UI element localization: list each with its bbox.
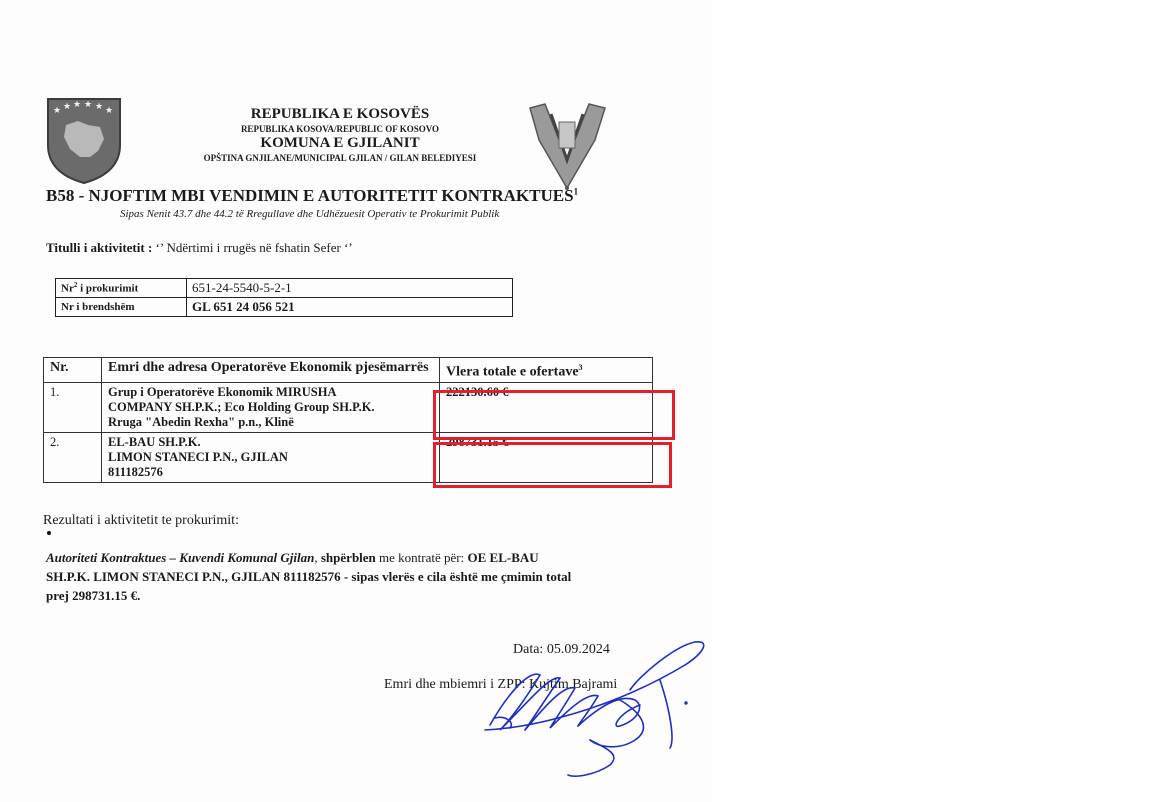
svg-text:★: ★ bbox=[63, 102, 72, 112]
gjilan-municipality-emblem-icon bbox=[525, 100, 610, 195]
activity-value: ‘’ Ndërtimi i rrugës në fshatin Sefer ‘’ bbox=[155, 240, 353, 255]
offer-value: 298731.15 € bbox=[440, 432, 653, 482]
signature-icon bbox=[470, 630, 715, 785]
label-rest: i prokurimit bbox=[77, 282, 139, 295]
svg-text:★: ★ bbox=[105, 106, 114, 116]
result-label: Rezultati i aktivitetit te prokurimit: bbox=[43, 513, 239, 528]
header-total-value-text: Vlera totale e ofertave bbox=[446, 364, 579, 380]
highlight-box-offer-1 bbox=[433, 390, 675, 440]
procurement-id-table bbox=[55, 278, 513, 317]
operator-line: 811182576 bbox=[108, 464, 163, 479]
svg-text:★: ★ bbox=[73, 100, 82, 110]
header-operator: Emri dhe adresa Operatorëve Ekonomik pjesëmarrës bbox=[102, 358, 440, 383]
svg-text:★: ★ bbox=[95, 102, 104, 112]
signer-name: Emri dhe mbiemri i ZPP: Kujtim Bajrami bbox=[384, 677, 618, 692]
award-comma: , bbox=[314, 550, 318, 565]
offers-header-row bbox=[44, 358, 653, 383]
row-number: 1. bbox=[44, 382, 102, 432]
contracting-authority: Autoriteti Kontraktues – Kuvendi Komunal Gjilan bbox=[46, 550, 315, 565]
procurement-id-row bbox=[56, 279, 513, 298]
header-nr: Nr. bbox=[44, 358, 102, 383]
highlight-box-offer-2 bbox=[433, 442, 672, 488]
ink-dot bbox=[47, 531, 51, 535]
operator-cell bbox=[102, 382, 440, 432]
title-footnote: 1 bbox=[573, 186, 579, 197]
header-republic-translations: REPUBLIKA KOSOVA/REPUBLIC OF KOSOVO bbox=[240, 124, 440, 134]
label-part: Nr bbox=[61, 282, 74, 295]
award-sh: sh bbox=[317, 550, 334, 565]
operator-line: COMPANY SH.P.K.; Eco Holding Group SH.P.K. bbox=[108, 399, 375, 414]
header-republic: REPUBLIKA E KOSOVËS bbox=[250, 106, 430, 122]
procurement-number-label bbox=[56, 279, 187, 298]
footnote-2: 2 bbox=[73, 281, 78, 290]
svg-text:★: ★ bbox=[53, 106, 62, 116]
header-total-value bbox=[440, 358, 653, 383]
operator-line: LIMON STANECI P.N., GJILAN bbox=[108, 449, 288, 464]
award-line-1 bbox=[46, 548, 656, 567]
svg-text:★: ★ bbox=[84, 100, 93, 110]
procurement-number-value: 651-24-5540-5-2-1 bbox=[187, 279, 513, 298]
awarded-operator: OE EL-BAU bbox=[467, 550, 539, 565]
header-municipality-translations: OPŠTINA GNJILANE/MUNICIPAL GJILAN / GILAN BELEDIYESI bbox=[203, 153, 477, 163]
award-paragraph bbox=[46, 548, 656, 605]
award-line-2: SH.P.K. LIMON STANECI P.N., GJILAN 811182576 - sipas vlerës e cila është me çmimin total bbox=[46, 569, 572, 584]
operator-line: EL-BAU SH.P.K. bbox=[108, 434, 201, 449]
operator-line: Rruga "Abedin Rexha" p.n., Klinë bbox=[108, 414, 294, 429]
award-me: me kontratë për: bbox=[375, 550, 468, 565]
internal-number-row bbox=[56, 298, 513, 317]
internal-number-value: GL 651 24 056 521 bbox=[187, 298, 513, 317]
row-number: 2. bbox=[44, 432, 102, 482]
operator-line: Grup i Operatorëve Ekonomik MIRUSHA bbox=[108, 384, 337, 399]
header-municipality: KOMUNA E GJILANIT bbox=[260, 135, 420, 151]
document-title-text: B58 - NJOFTIM MBI VENDIMIN E AUTORITETIT KONTRAKTUES bbox=[46, 186, 574, 205]
award-verb: përblen bbox=[333, 550, 376, 565]
activity-title bbox=[46, 240, 353, 256]
kosovo-coat-of-arms-icon bbox=[44, 95, 124, 185]
footnote-3: 3 bbox=[578, 363, 583, 372]
document-title bbox=[46, 186, 578, 206]
award-line-3: prej 298731.15 €. bbox=[46, 588, 141, 603]
document-subtitle: Sipas Nenit 43.7 dhe 44.2 të Rregullave dhe Udhëzuesit Operativ te Prokurimit Publik bbox=[120, 208, 500, 220]
internal-number-label: Nr i brendshëm bbox=[56, 298, 187, 317]
offer-value: 222130.60 € bbox=[440, 382, 653, 432]
date: Data: 05.09.2024 bbox=[513, 642, 610, 657]
operator-cell bbox=[102, 432, 440, 482]
activity-label: Titulli i aktivitetit : bbox=[46, 240, 153, 255]
